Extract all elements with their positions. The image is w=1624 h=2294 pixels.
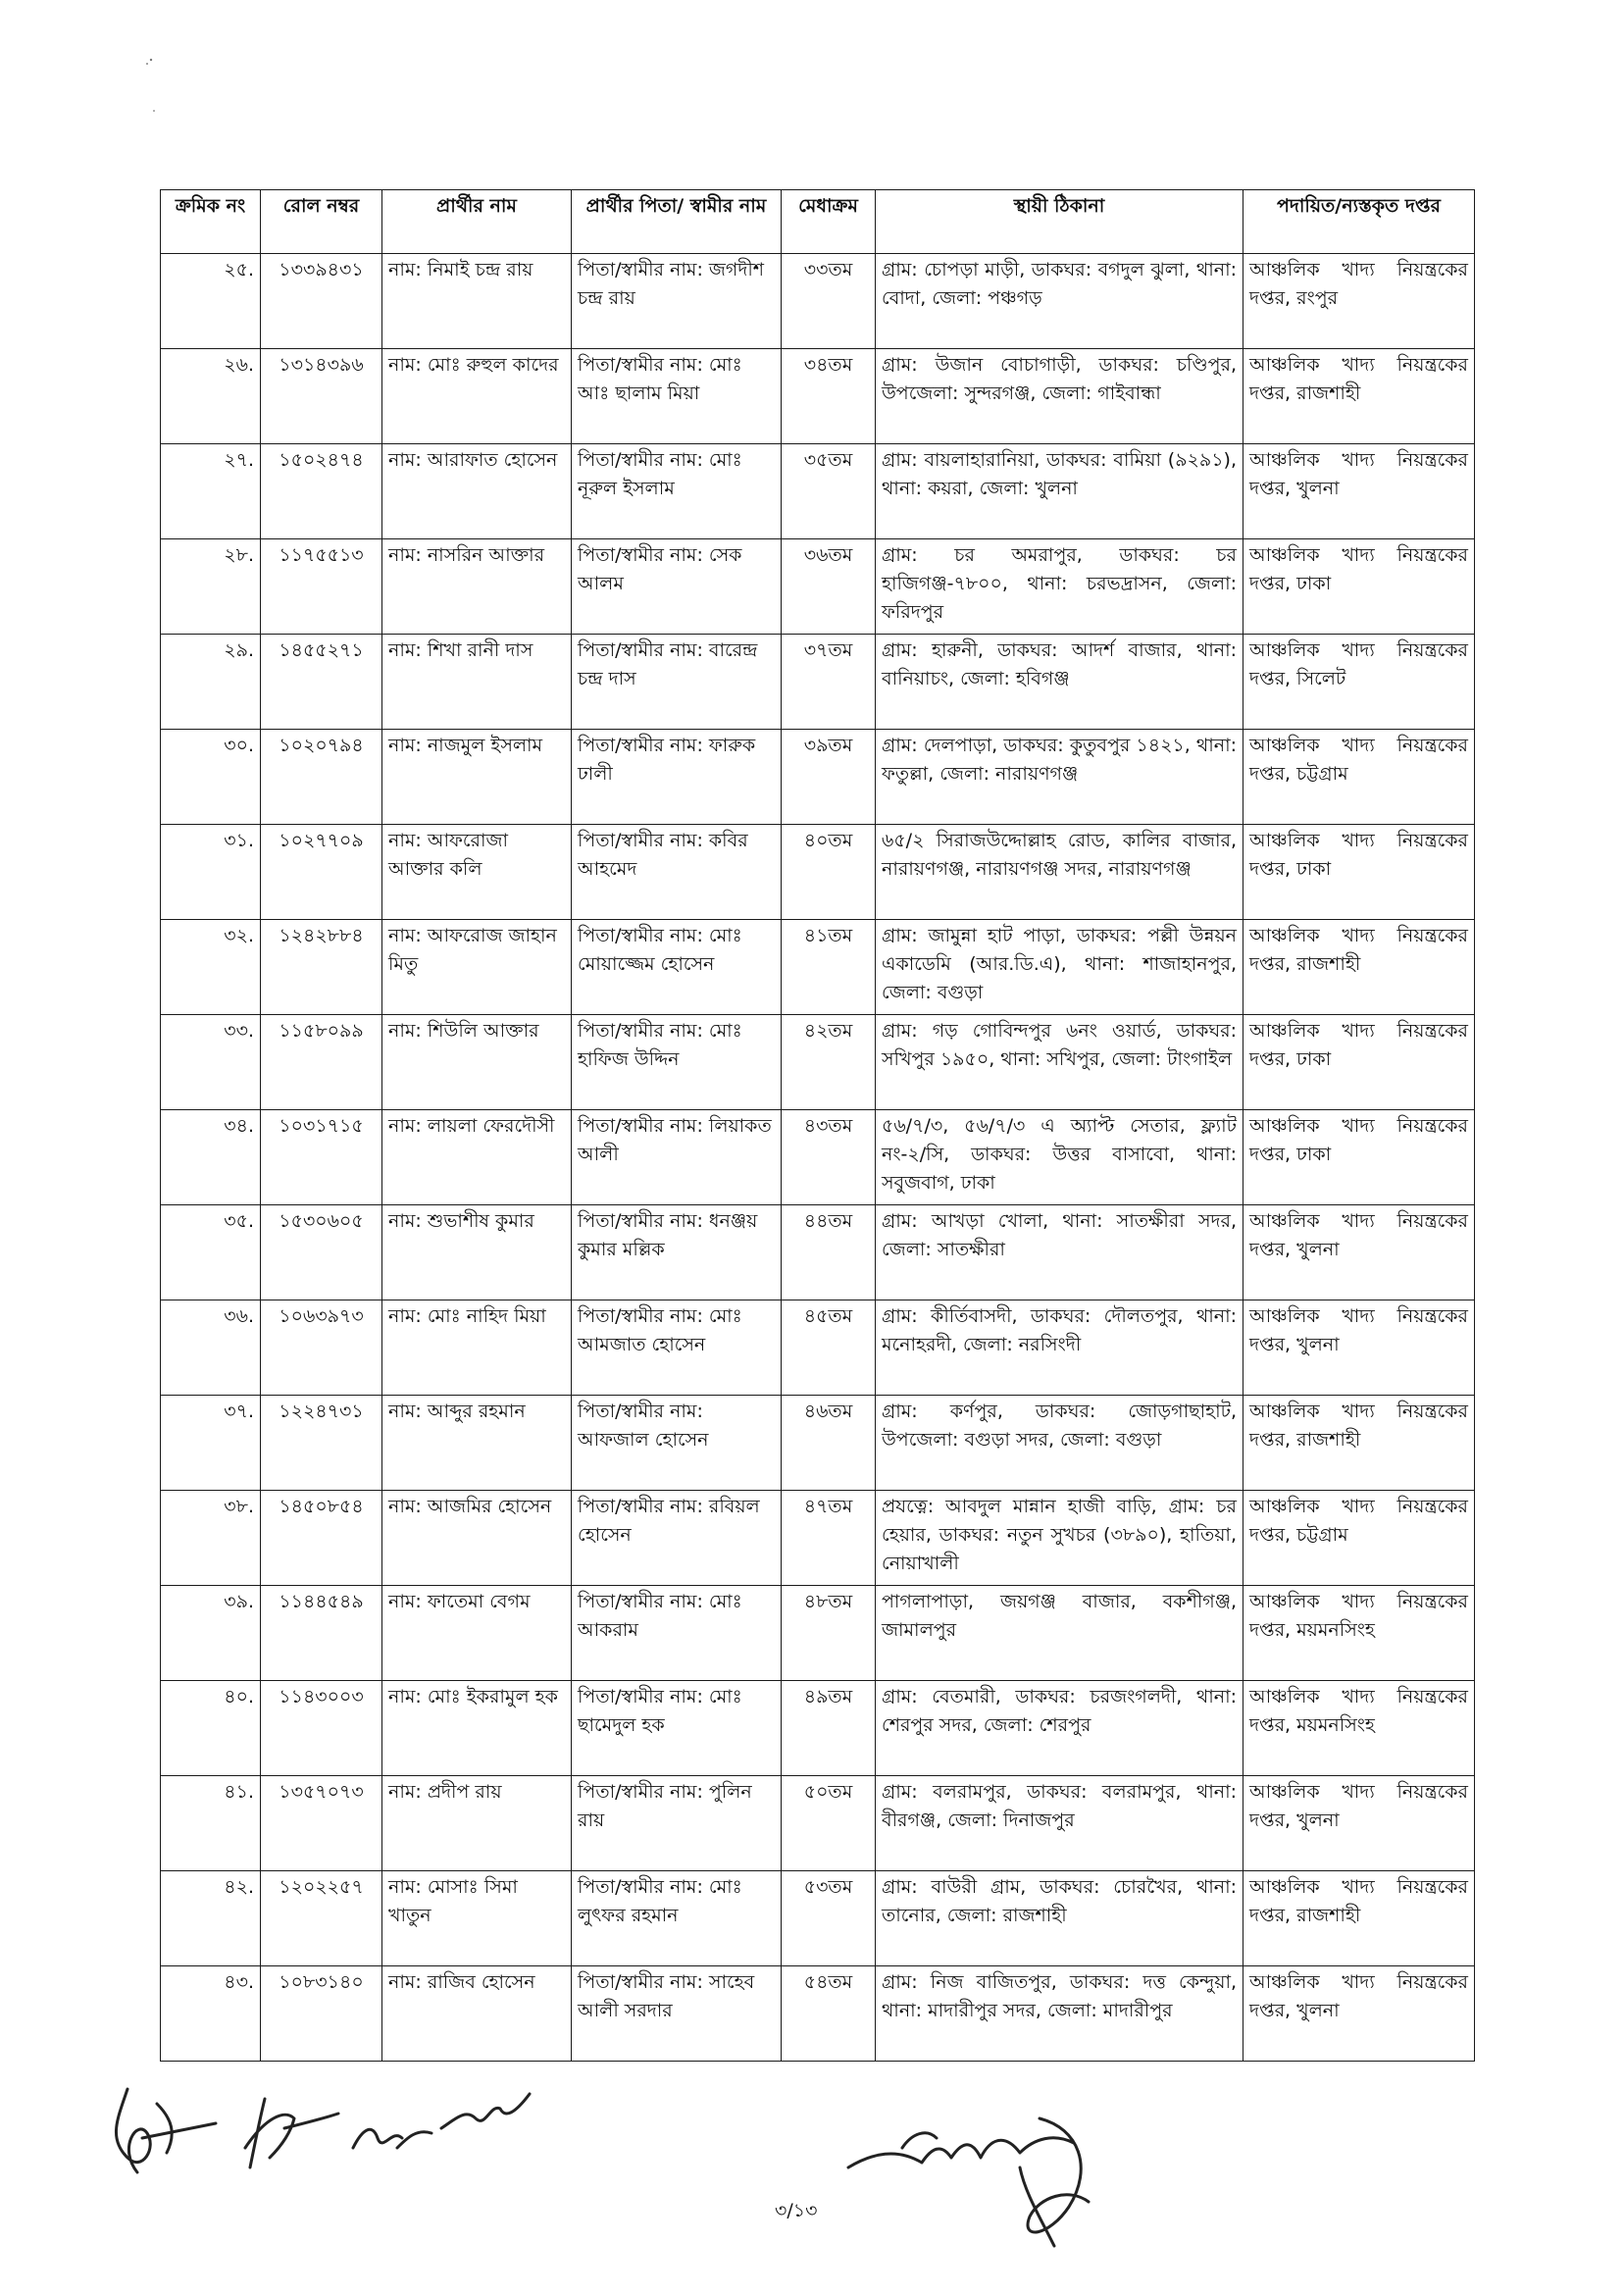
cell-name: নাম: শিউলি আক্তার [382,1015,572,1110]
table-row [161,1586,1475,1681]
table-row [161,1205,1475,1300]
table-row [161,1776,1475,1871]
table-row [161,920,1475,1015]
cell-address: গ্রাম: কীর্তিবাসদী, ডাকঘর: দৌলতপুর, থানা: মনোহরদী, জেলা: নরসিংদী [876,1300,1243,1396]
cell-address: গ্রাম: নিজ বাজিতপুর, ডাকঘর: দত্ত কেন্দুয়া, থানা: মাদারীপুর সদর, জেলা: মাদারীপুর [876,1966,1243,2062]
cell-office: আঞ্চলিক খাদ্য নিয়ন্ত্রকের দপ্তর, ঢাকা [1243,539,1475,635]
cell-guardian: পিতা/স্বামীর নাম: মোঃ হাফিজ উদ্দিন [572,1015,782,1110]
cell-name: নাম: ফাতেমা বেগম [382,1586,572,1681]
cell-office: আঞ্চলিক খাদ্য নিয়ন্ত্রকের দপ্তর, রাজশাহী [1243,920,1475,1015]
header-roll: রোল নম্বর [261,190,382,254]
cell-merit: ৪৭তম [782,1491,876,1586]
cell-guardian: পিতা/স্বামীর নাম: মোঃ আকরাম [572,1586,782,1681]
table-row [161,1015,1475,1110]
signature-3 [348,2109,436,2167]
cell-guardian: পিতা/স্বামীর নাম: বারেন্দ্র চন্দ্র দাস [572,635,782,730]
table-row [161,1110,1475,1205]
cell-roll: ১৫৩০৬০৫ [261,1205,382,1300]
cell-serial: ৩৩. [161,1015,261,1110]
cell-serial: ৪১. [161,1776,261,1871]
table-row [161,1966,1475,2062]
cell-roll: ১৩১৪৩৯৬ [261,349,382,444]
cell-roll: ১৪৫০৮৫৪ [261,1491,382,1586]
candidate-table [160,189,1475,2062]
cell-office: আঞ্চলিক খাদ্য নিয়ন্ত্রকের দপ্তর, ঢাকা [1243,1110,1475,1205]
cell-address: গ্রাম: দেলপাড়া, ডাকঘর: কুতুবপুর ১৪২১, থানা: ফতুল্লা, জেলা: নারায়ণগঞ্জ [876,730,1243,825]
signature-5 [843,2109,1098,2256]
table-row [161,539,1475,635]
cell-merit: ৫৩তম [782,1871,876,1966]
cell-roll: ১২০২২৫৭ [261,1871,382,1966]
cell-office: আঞ্চলিক খাদ্য নিয়ন্ত্রকের দপ্তর, চট্টগ্রাম [1243,730,1475,825]
cell-office: আঞ্চলিক খাদ্য নিয়ন্ত্রকের দপ্তর, রংপুর [1243,254,1475,349]
cell-office: আঞ্চলিক খাদ্য নিয়ন্ত্রকের দপ্তর, খুলনা [1243,1966,1475,2062]
cell-merit: ৩৬তম [782,539,876,635]
cell-roll: ১৫০২৪৭৪ [261,444,382,539]
cell-roll: ১১৪৩০০৩ [261,1681,382,1776]
cell-roll: ১২৪২৮৮৪ [261,920,382,1015]
cell-serial: ৩১. [161,825,261,920]
cell-guardian: পিতা/স্বামীর নাম: মোঃ লুৎফর রহমান [572,1871,782,1966]
cell-office: আঞ্চলিক খাদ্য নিয়ন্ত্রকের দপ্তর, ঢাকা [1243,1015,1475,1110]
table-row [161,1871,1475,1966]
cell-address: গ্রাম: বেতমারী, ডাকঘর: চরজংগলদী, থানা: শেরপুর সদর, জেলা: শেরপুর [876,1681,1243,1776]
cell-office: আঞ্চলিক খাদ্য নিয়ন্ত্রকের দপ্তর, চট্টগ্রাম [1243,1491,1475,1586]
cell-merit: ৫০তম [782,1776,876,1871]
cell-guardian: পিতা/স্বামীর নাম: ধনঞ্জয় কুমার মল্লিক [572,1205,782,1300]
cell-guardian: পিতা/স্বামীর নাম: পুলিন রায় [572,1776,782,1871]
table-row [161,444,1475,539]
cell-name: নাম: মোসাঃ সিমা খাতুন [382,1871,572,1966]
header-office: পদায়িত/ন্যস্তকৃত দপ্তর [1243,190,1475,254]
signature-4 [436,2084,534,2143]
cell-guardian: পিতা/স্বামীর নাম: লিয়াকত আলী [572,1110,782,1205]
cell-merit: ৪৫তম [782,1300,876,1396]
cell-address: গ্রাম: আখড়া খোলা, থানা: সাতক্ষীরা সদর, জেলা: সাতক্ষীরা [876,1205,1243,1300]
cell-roll: ১৪৫৫২৭১ [261,635,382,730]
cell-serial: ৩৪. [161,1110,261,1205]
cell-guardian: পিতা/স্বামীর নাম: সাহেব আলী সরদার [572,1966,782,2062]
cell-guardian: পিতা/স্বামীর নাম: রবিয়ল হোসেন [572,1491,782,1586]
cell-name: নাম: শুভাশীষ কুমার [382,1205,572,1300]
cell-name: নাম: মোঃ রুহুল কাদের [382,349,572,444]
cell-merit: ৪৮তম [782,1586,876,1681]
cell-office: আঞ্চলিক খাদ্য নিয়ন্ত্রকের দপ্তর, রাজশাহী [1243,1871,1475,1966]
cell-merit: ৪৪তম [782,1205,876,1300]
header-serial: ক্রমিক নং [161,190,261,254]
cell-office: আঞ্চলিক খাদ্য নিয়ন্ত্রকের দপ্তর, ময়মনসিংহ [1243,1681,1475,1776]
table-row [161,1300,1475,1396]
table-row [161,1396,1475,1491]
signature-2 [226,2089,343,2177]
cell-name: নাম: আরাফাত হোসেন [382,444,572,539]
cell-name: নাম: নাজমুল ইসলাম [382,730,572,825]
cell-address: গ্রাম: উজান বোচাগাড়ী, ডাকঘর: চণ্ডিপুর, উপজেলা: সুন্দরগঞ্জ, জেলা: গাইবান্ধা [876,349,1243,444]
cell-name: নাম: মোঃ নাহিদ মিয়া [382,1300,572,1396]
cell-merit: ৩৫তম [782,444,876,539]
cell-name: নাম: রাজিব হোসেন [382,1966,572,2062]
cell-guardian: পিতা/স্বামীর নাম: মোঃ নূরুল ইসলাম [572,444,782,539]
table-row [161,1491,1475,1586]
cell-serial: ৪৩. [161,1966,261,2062]
cell-serial: ৩০. [161,730,261,825]
cell-merit: ৪৯তম [782,1681,876,1776]
table-header-row [161,190,1475,254]
cell-roll: ১১৪৪৫৪৯ [261,1586,382,1681]
header-name: প্রার্থীর নাম [382,190,572,254]
table-row [161,635,1475,730]
cell-address: গ্রাম: বাউরী গ্রাম, ডাকঘর: চোরখৈর, থানা: তানোর, জেলা: রাজশাহী [876,1871,1243,1966]
cell-office: আঞ্চলিক খাদ্য নিয়ন্ত্রকের দপ্তর, খুলনা [1243,1300,1475,1396]
cell-roll: ১২২৪৭৩১ [261,1396,382,1491]
cell-address: ৫৬/৭/৩, ৫৬/৭/৩ এ অ্যাপ্ট সেতার, ফ্ল্যাট নং-২/সি, ডাকঘর: উত্তর বাসাবো, থানা: সবুজবাগ, ঢাকা [876,1110,1243,1205]
cell-name: নাম: আফরোজ জাহান মিতু [382,920,572,1015]
cell-merit: ৫৪তম [782,1966,876,2062]
cell-merit: ৪০তম [782,825,876,920]
cell-roll: ১৩৫৭০৭৩ [261,1776,382,1871]
cell-roll: ১০৩১৭১৫ [261,1110,382,1205]
cell-roll: ১০৬৩৯৭৩ [261,1300,382,1396]
cell-address: গ্রাম: হারুনী, ডাকঘর: আদর্শ বাজার, থানা: বানিয়াচং, জেলা: হবিগঞ্জ [876,635,1243,730]
cell-address: পাগলাপাড়া, জয়গঞ্জ বাজার, বকশীগঞ্জ, জামালপুর [876,1586,1243,1681]
cell-serial: ৩৭. [161,1396,261,1491]
table-row [161,349,1475,444]
cell-office: আঞ্চলিক খাদ্য নিয়ন্ত্রকের দপ্তর, ঢাকা [1243,825,1475,920]
cell-roll: ১০২৭৭০৯ [261,825,382,920]
cell-serial: ৩২. [161,920,261,1015]
cell-office: আঞ্চলিক খাদ্য নিয়ন্ত্রকের দপ্তর, রাজশাহী [1243,1396,1475,1491]
cell-guardian: পিতা/স্বামীর নাম: মোঃ আঃ ছালাম মিয়া [572,349,782,444]
cell-name: নাম: আজমির হোসেন [382,1491,572,1586]
cell-name: নাম: আফরোজা আক্তার কলি [382,825,572,920]
header-merit: মেধাক্রম [782,190,876,254]
cell-serial: ৩৮. [161,1491,261,1586]
scan-specks [137,54,167,123]
table-row [161,730,1475,825]
cell-name: নাম: প্রদীপ রায় [382,1776,572,1871]
cell-guardian: পিতা/স্বামীর নাম: মোঃ ছামেদুল হক [572,1681,782,1776]
table-row [161,1681,1475,1776]
header-guardian: প্রার্থীর পিতা/ স্বামীর নাম [572,190,782,254]
cell-merit: ৪৬তম [782,1396,876,1491]
cell-address: গ্রাম: বায়লাহারানিয়া, ডাকঘর: বামিয়া (৯২৯১), থানা: কয়রা, জেলা: খুলনা [876,444,1243,539]
cell-address: প্রযত্নে: আবদুল মান্নান হাজী বাড়ি, গ্রাম: চর হেয়ার, ডাকঘর: নতুন সুখচর (৩৮৯০), হাতিয়া, নোয়াখালী [876,1491,1243,1586]
cell-name: নাম: আব্দুর রহমান [382,1396,572,1491]
cell-name: নাম: মোঃ ইকরামুল হক [382,1681,572,1776]
cell-office: আঞ্চলিক খাদ্য নিয়ন্ত্রকের দপ্তর, সিলেট [1243,635,1475,730]
cell-address: গ্রাম: জামুন্না হাট পাড়া, ডাকঘর: পল্লী উন্নয়ন একাডেমি (আর.ডি.এ), থানা: শাজাহানপুর, জেলা: বগুড়া [876,920,1243,1015]
cell-guardian: পিতা/স্বামীর নাম: ফারুক ঢালী [572,730,782,825]
cell-name: নাম: নাসরিন আক্তার [382,539,572,635]
cell-guardian: পিতা/স্বামীর নাম: মোঃ মোয়াজ্জেম হোসেন [572,920,782,1015]
cell-address: গ্রাম: চোপড়া মাড়ী, ডাকঘর: বগদুল ঝুলা, থানা: বোদা, জেলা: পঞ্চগড় [876,254,1243,349]
cell-address: গ্রাম: চর অমরাপুর, ডাকঘর: চর হাজিগঞ্জ-৭৮০০, থানা: চরভদ্রাসন, জেলা: ফরিদপুর [876,539,1243,635]
cell-guardian: পিতা/স্বামীর নাম: কবির আহমেদ [572,825,782,920]
cell-address: গ্রাম: কর্ণপুর, ডাকঘর: জোড়গাছাহাট, উপজেলা: বগুড়া সদর, জেলা: বগুড়া [876,1396,1243,1491]
cell-guardian: পিতা/স্বামীর নাম: আফজাল হোসেন [572,1396,782,1491]
cell-serial: ২৭. [161,444,261,539]
cell-guardian: পিতা/স্বামীর নাম: মোঃ আমজাত হোসেন [572,1300,782,1396]
cell-merit: ৪২তম [782,1015,876,1110]
cell-office: আঞ্চলিক খাদ্য নিয়ন্ত্রকের দপ্তর, খুলনা [1243,1205,1475,1300]
cell-address: ৬৫/২ সিরাজউদ্দোল্লাহ রোড, কালির বাজার, নারায়ণগঞ্জ, নারায়ণগঞ্জ সদর, নারায়ণগঞ্জ [876,825,1243,920]
cell-serial: ৪২. [161,1871,261,1966]
cell-merit: ৪৩তম [782,1110,876,1205]
cell-merit: ৩৯তম [782,730,876,825]
page-number: ৩/১৩ [775,2200,818,2221]
cell-merit: ৩৩তম [782,254,876,349]
table-row [161,254,1475,349]
cell-serial: ২৫. [161,254,261,349]
cell-roll: ১০২০৭৯৪ [261,730,382,825]
cell-address: গ্রাম: গড় গোবিন্দপুর ৬নং ওয়ার্ড, ডাকঘর: সখিপুর ১৯৫০, থানা: সখিপুর, জেলা: টাংগাইল [876,1015,1243,1110]
cell-serial: ২৬. [161,349,261,444]
cell-office: আঞ্চলিক খাদ্য নিয়ন্ত্রকের দপ্তর, ময়মনসিংহ [1243,1586,1475,1681]
cell-office: আঞ্চলিক খাদ্য নিয়ন্ত্রকের দপ্তর, খুলনা [1243,444,1475,539]
signature-1 [98,2079,226,2187]
cell-serial: ৩৯. [161,1586,261,1681]
header-address: স্থায়ী ঠিকানা [876,190,1243,254]
cell-merit: ৩৭তম [782,635,876,730]
cell-address: গ্রাম: বলরামপুর, ডাকঘর: বলরামপুর, থানা: বীরগঞ্জ, জেলা: দিনাজপুর [876,1776,1243,1871]
cell-office: আঞ্চলিক খাদ্য নিয়ন্ত্রকের দপ্তর, খুলনা [1243,1776,1475,1871]
cell-office: আঞ্চলিক খাদ্য নিয়ন্ত্রকের দপ্তর, রাজশাহী [1243,349,1475,444]
table-row [161,825,1475,920]
cell-name: নাম: লায়লা ফেরদৌসী [382,1110,572,1205]
cell-merit: ৪১তম [782,920,876,1015]
cell-name: নাম: নিমাই চন্দ্র রায় [382,254,572,349]
cell-serial: ২৯. [161,635,261,730]
cell-guardian: পিতা/স্বামীর নাম: জগদীশ চন্দ্র রায় [572,254,782,349]
cell-serial: ৩৫. [161,1205,261,1300]
cell-guardian: পিতা/স্বামীর নাম: সেক আলম [572,539,782,635]
cell-serial: ৩৬. [161,1300,261,1396]
cell-roll: ১৩৩৯৪৩১ [261,254,382,349]
cell-roll: ১০৮৩১৪০ [261,1966,382,2062]
cell-merit: ৩৪তম [782,349,876,444]
cell-roll: ১১৭৫৫১৩ [261,539,382,635]
cell-serial: ৪০. [161,1681,261,1776]
cell-roll: ১১৫৮০৯৯ [261,1015,382,1110]
cell-name: নাম: শিখা রানী দাস [382,635,572,730]
cell-serial: ২৮. [161,539,261,635]
